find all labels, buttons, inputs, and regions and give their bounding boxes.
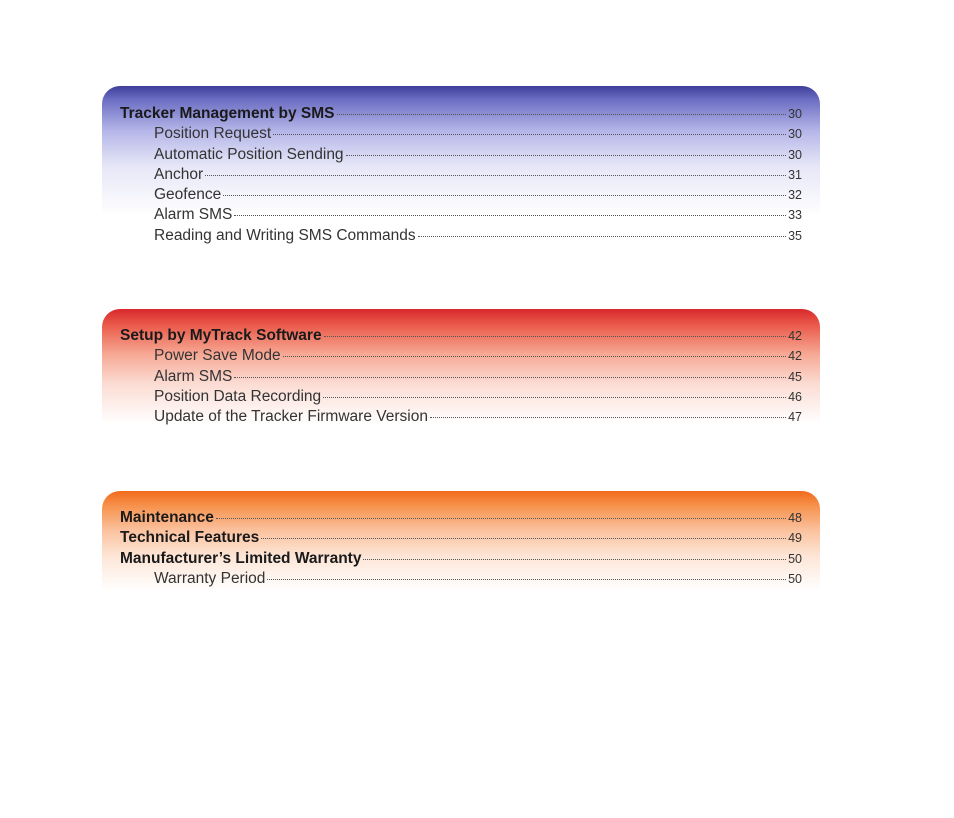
toc-entry[interactable] xyxy=(120,185,802,205)
toc-page-number: 46 xyxy=(788,389,802,404)
toc-entry-label: Maintenance xyxy=(120,509,214,526)
toc-entry[interactable] xyxy=(120,205,802,225)
dot-leader xyxy=(205,175,786,176)
toc-page-number: 47 xyxy=(788,410,802,425)
toc-entry-label: Geofence xyxy=(154,186,222,204)
dot-leader xyxy=(273,134,786,135)
toc-page-number: 48 xyxy=(788,511,802,525)
toc-page-number: 42 xyxy=(788,349,802,364)
toc-entry-label: Update of the Tracker Firmware Version xyxy=(154,408,428,426)
toc-entry[interactable] xyxy=(120,326,802,346)
dot-leader xyxy=(337,114,787,115)
toc-entry-label: Tracker Management by SMS xyxy=(120,105,335,122)
toc-entry[interactable] xyxy=(120,407,802,427)
toc-entry[interactable] xyxy=(120,226,802,246)
dot-leader xyxy=(234,377,786,378)
toc-entry[interactable] xyxy=(120,124,802,144)
dot-leader xyxy=(234,215,786,216)
dot-leader xyxy=(261,538,786,539)
toc-entry-label: Anchor xyxy=(154,165,204,183)
toc-entry[interactable] xyxy=(120,569,802,589)
toc-page-number: 31 xyxy=(788,167,802,182)
dot-leader xyxy=(363,559,786,560)
toc-entry-label: Technical Features xyxy=(120,529,260,547)
toc-entry[interactable] xyxy=(120,549,802,569)
dot-leader xyxy=(283,356,786,357)
toc-entry-label: Automatic Position Sending xyxy=(154,145,344,163)
toc-page-number: 49 xyxy=(788,531,802,546)
toc-page-number: 33 xyxy=(788,208,802,223)
toc-entry[interactable] xyxy=(120,367,802,387)
toc-entry[interactable] xyxy=(120,346,802,366)
dot-leader xyxy=(323,397,786,398)
toc-list xyxy=(120,104,802,246)
dot-leader xyxy=(418,236,786,237)
toc-list xyxy=(120,508,802,589)
toc-entry-label: Alarm SMS xyxy=(154,206,233,224)
toc-page-number: 45 xyxy=(788,369,802,384)
toc-section-setup-mytrack xyxy=(102,309,820,439)
toc-entry-label: Reading and Writing SMS Commands xyxy=(154,226,416,244)
toc-page-number: 50 xyxy=(788,551,802,566)
toc-page-number: 30 xyxy=(788,107,802,121)
toc-entry[interactable] xyxy=(120,508,802,528)
dot-leader xyxy=(216,518,786,519)
dot-leader xyxy=(430,417,786,418)
dot-leader xyxy=(267,579,786,580)
toc-entry[interactable] xyxy=(120,165,802,185)
toc-entry-label: Warranty Period xyxy=(154,569,266,587)
toc-entry[interactable] xyxy=(120,104,802,124)
toc-entry-label: Position Request xyxy=(154,125,272,143)
toc-page-number: 42 xyxy=(788,329,802,343)
toc-entry-label: Setup by MyTrack Software xyxy=(120,327,322,344)
toc-entry[interactable] xyxy=(120,528,802,548)
toc-entry[interactable] xyxy=(120,145,802,165)
dot-leader xyxy=(223,195,786,196)
toc-page-number: 50 xyxy=(788,571,802,586)
toc-page-number: 35 xyxy=(788,228,802,243)
toc-list xyxy=(120,326,802,427)
toc-section-maintenance xyxy=(102,491,820,601)
toc-entry-label: Position Data Recording xyxy=(154,387,322,405)
toc-entry-label: Alarm SMS xyxy=(154,367,233,385)
dot-leader xyxy=(346,155,787,156)
toc-entry-label: Power Save Mode xyxy=(154,347,281,365)
dot-leader xyxy=(324,336,787,337)
toc-entry-label: Manufacturer’s Limited Warranty xyxy=(120,549,362,567)
toc-page-number: 30 xyxy=(788,127,802,142)
toc-section-tracker-management xyxy=(102,86,820,254)
toc-page-number: 32 xyxy=(788,188,802,203)
toc-entry[interactable] xyxy=(120,387,802,407)
toc-page-number: 30 xyxy=(788,147,802,162)
